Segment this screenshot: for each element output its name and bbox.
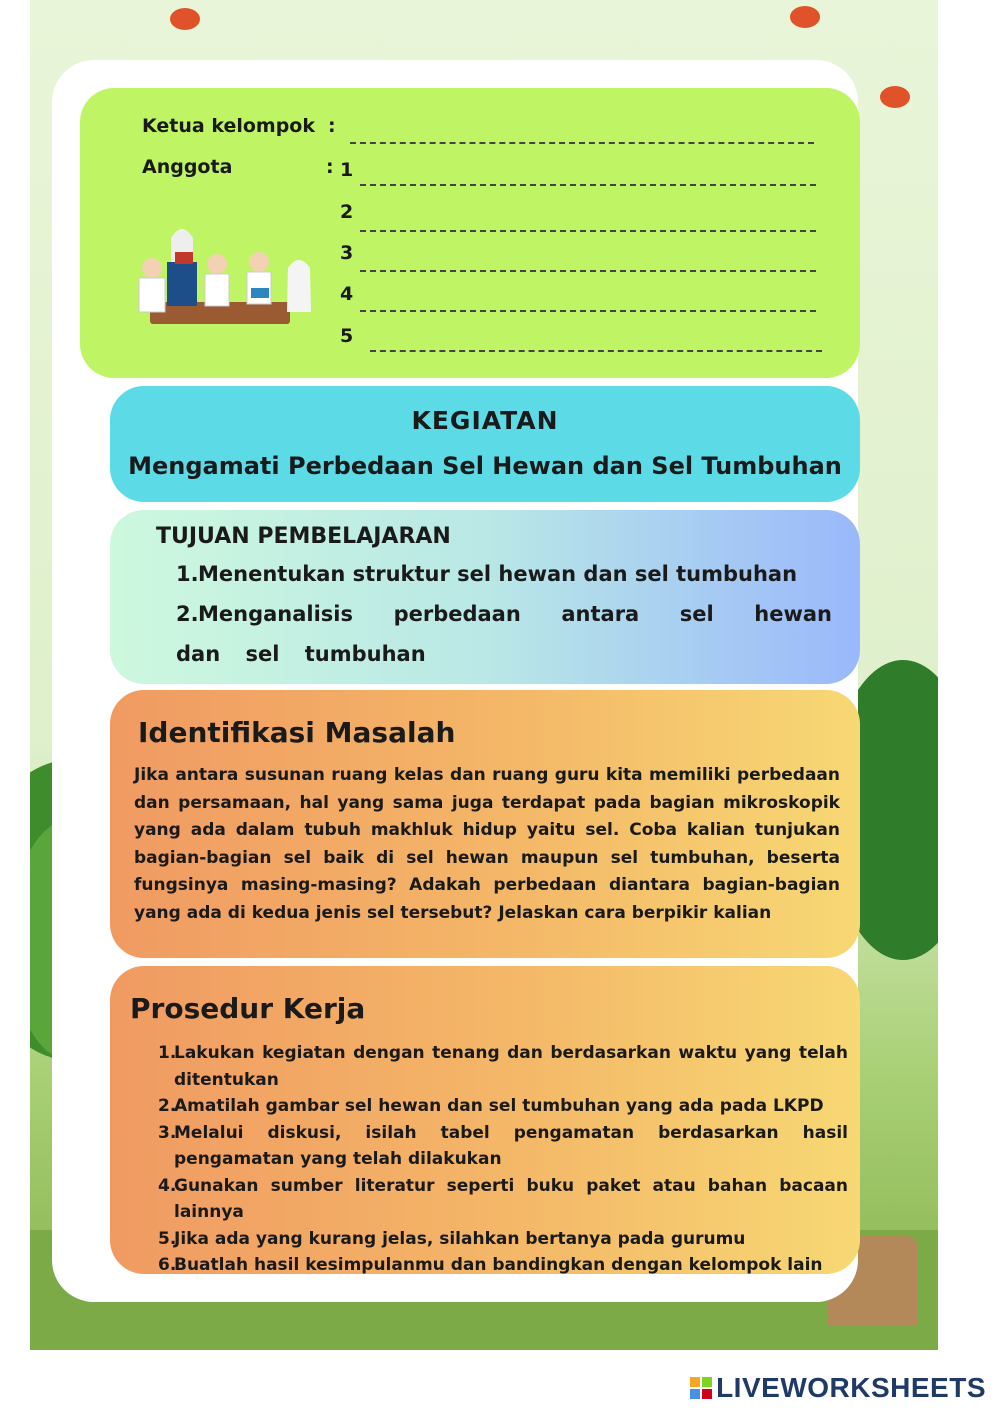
student-head bbox=[249, 252, 269, 272]
step-text: Buatlah hasil kesimpulanmu dan bandingkan dengan kelompok lain bbox=[174, 1255, 823, 1275]
students-discussion-illustration bbox=[135, 222, 315, 337]
work-procedure-panel bbox=[110, 966, 860, 1274]
step-number: 1. bbox=[158, 1043, 177, 1063]
ant-icon bbox=[170, 8, 200, 30]
member-5-field[interactable] bbox=[370, 350, 822, 352]
objective-item bbox=[176, 594, 832, 674]
step-number: 4. bbox=[158, 1175, 177, 1196]
leader-name-field[interactable] bbox=[350, 142, 814, 144]
procedure-step bbox=[158, 1040, 848, 1093]
member-number: 1 bbox=[340, 159, 354, 181]
identification-text: Jika antara susunan ruang kelas dan ruang guru kita memiliki perbedaan dan persamaan, hal yang sama juga terdapat pada bagian mikroskopik yang ada dalam tubuh makhluk hidup yaitu sel. Coba kalian tunjukan bagian-bagian sel baik di sel hewan maupun sel tumbuhan, beserta fungsinya masing-masing? Adakah perbedaan diantara bagian-bagian yang ada di kedua jenis sel tersebut? Jelaskan cara berpikir kalian bbox=[134, 765, 840, 923]
members-label: Anggota bbox=[142, 156, 233, 178]
kegiatan-title: KEGIATAN bbox=[411, 406, 559, 435]
student-body bbox=[167, 262, 197, 306]
procedure-list bbox=[158, 1040, 848, 1279]
liveworksheets-logo-icon bbox=[690, 1377, 712, 1399]
step-text: Lakukan kegiatan dengan tenang dan berdasarkan waktu yang telah ditentukan bbox=[174, 1043, 848, 1090]
procedure-title: Prosedur Kerja bbox=[130, 992, 366, 1025]
member-1-field[interactable] bbox=[360, 184, 816, 186]
procedure-step bbox=[158, 1093, 848, 1120]
identification-title: Identifikasi Masalah bbox=[138, 716, 456, 749]
member-number: 5 bbox=[340, 325, 354, 347]
step-text: Gunakan sumber literatur seperti buku paket atau bahan bacaan lainnya bbox=[174, 1175, 848, 1222]
objective-item bbox=[176, 562, 797, 586]
liveworksheets-brand[interactable] bbox=[690, 1372, 986, 1404]
book-shape bbox=[251, 288, 269, 298]
student-body bbox=[139, 278, 165, 312]
student-head bbox=[207, 254, 227, 274]
step-number: 6. bbox=[158, 1255, 177, 1275]
step-number: 2. bbox=[158, 1096, 177, 1116]
brand-text: LIVEWORKSHEETS bbox=[716, 1372, 986, 1403]
procedure-step bbox=[158, 1173, 848, 1226]
procedure-step bbox=[158, 1120, 848, 1173]
ant-icon bbox=[880, 86, 910, 108]
member-3-field[interactable] bbox=[360, 270, 816, 272]
student-head bbox=[142, 258, 162, 278]
step-number: 5. bbox=[158, 1228, 177, 1249]
members-colon: : bbox=[326, 156, 334, 178]
kegiatan-subtitle: Mengamati Perbedaan Sel Hewan dan Sel Tumbuhan bbox=[128, 452, 842, 480]
problem-identification-panel bbox=[110, 690, 860, 958]
objective-text: Menentukan struktur sel hewan dan sel tumbuhan bbox=[198, 562, 798, 586]
objective-number: 1. bbox=[176, 562, 199, 586]
procedure-step bbox=[158, 1252, 848, 1279]
objective-text: Menganalisis perbedaan antara sel hewan dan sel tumbuhan bbox=[176, 602, 832, 666]
step-text: Melalui diskusi, isilah tabel pengamatan berdasarkan hasil pengamatan yang telah dilakukan bbox=[174, 1122, 848, 1169]
objectives-title: TUJUAN PEMBELAJARAN bbox=[156, 524, 451, 549]
book-shape bbox=[175, 252, 193, 264]
objective-number: 2. bbox=[176, 602, 199, 626]
learning-objectives-panel bbox=[110, 510, 860, 684]
step-number: 3. bbox=[158, 1122, 177, 1143]
member-4-field[interactable] bbox=[360, 310, 816, 312]
leader-colon: : bbox=[328, 115, 336, 137]
member-number: 2 bbox=[340, 201, 354, 223]
procedure-step bbox=[158, 1226, 848, 1253]
member-number: 3 bbox=[340, 242, 354, 264]
student-body bbox=[205, 274, 229, 306]
ant-icon bbox=[790, 6, 820, 28]
leader-label: Ketua kelompok bbox=[142, 115, 315, 137]
kegiatan-panel bbox=[110, 386, 860, 502]
step-text: Jika ada yang kurang jelas, silahkan bertanya pada gurumu bbox=[174, 1228, 746, 1249]
hijab-shape bbox=[287, 260, 311, 312]
member-2-field[interactable] bbox=[360, 230, 816, 232]
member-number: 4 bbox=[340, 283, 354, 305]
step-text: Amatilah gambar sel hewan dan sel tumbuhan yang ada pada LKPD bbox=[174, 1096, 824, 1116]
